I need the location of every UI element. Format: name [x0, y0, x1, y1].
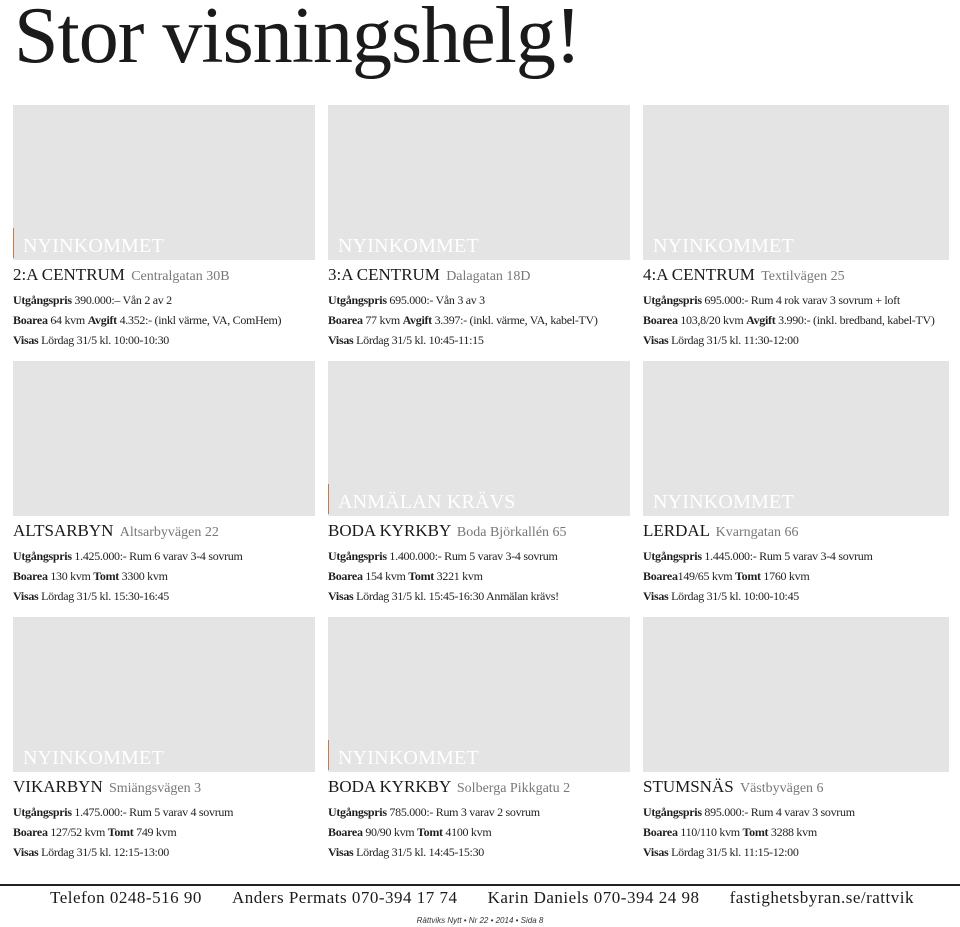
listing-street: Västbyvägen 6 — [739, 781, 824, 796]
boarea-value: 64 kvm — [47, 313, 88, 327]
viewing-label: Visas — [328, 333, 354, 347]
boarea-label: Boarea — [328, 569, 363, 583]
listing-info — [328, 521, 630, 606]
listing-area: BODA KYRKBY — [328, 777, 451, 796]
listing-area-size — [643, 822, 949, 842]
boarea-label: Boarea — [328, 313, 363, 327]
listing-area: 4:A CENTRUM — [643, 265, 755, 284]
viewing-label: Visas — [13, 589, 39, 603]
listing-street: Kvarngatan 66 — [715, 525, 799, 540]
viewing-label: Visas — [13, 845, 39, 859]
listing-badge: NYINKOMMET — [328, 744, 489, 772]
listing-price — [328, 802, 630, 822]
boarea-value: 77 kvm — [362, 313, 403, 327]
listings-grid — [13, 105, 949, 867]
viewing-value: Lördag 31/5 kl. 11:15-12:00 — [668, 845, 799, 859]
listing-price — [13, 290, 315, 310]
listing-viewing — [13, 586, 315, 606]
listing-info — [13, 777, 315, 862]
contact-karin: Karin Daniels 070-394 24 98 — [487, 888, 700, 907]
footer-rule — [0, 884, 960, 886]
price-label: Utgångspris — [328, 293, 387, 307]
listing-area: STUMSNÄS — [643, 777, 734, 796]
extra-label: Avgift — [402, 313, 432, 327]
price-value: 1.400.000:- Rum 5 varav 3-4 sovrum — [386, 549, 558, 563]
listing-info — [643, 777, 949, 862]
price-label: Utgångspris — [13, 293, 72, 307]
viewing-value: Lördag 31/5 kl. 10:00-10:45 — [668, 589, 799, 603]
listing-card[interactable] — [643, 617, 949, 867]
listing-photo — [643, 361, 949, 516]
extra-label: Tomt — [107, 825, 134, 839]
listing-address — [643, 265, 949, 287]
extra-label: Tomt — [93, 569, 119, 583]
listing-badge: ANMÄLAN KRÄVS — [328, 488, 526, 516]
listing-viewing — [328, 842, 630, 862]
listing-info — [643, 521, 949, 606]
listing-street: Smiängsvägen 3 — [108, 781, 202, 796]
listing-viewing — [328, 586, 630, 606]
price-label: Utgångspris — [643, 293, 702, 307]
listing-photo — [13, 105, 315, 260]
listing-price — [643, 802, 949, 822]
extra-label: Tomt — [408, 569, 434, 583]
boarea-label: Boarea — [13, 569, 48, 583]
listing-photo — [328, 105, 630, 260]
listing-viewing — [13, 842, 315, 862]
viewing-value: Lördag 31/5 kl. 10:00-10:30 — [38, 333, 169, 347]
listing-area: VIKARBYN — [13, 777, 103, 796]
listing-badge: NYINKOMMET — [23, 747, 164, 769]
boarea-label: Boarea — [13, 825, 48, 839]
listing-address — [328, 777, 630, 799]
listing-area-size — [13, 822, 315, 842]
listing-area-size — [643, 566, 949, 586]
listing-area-size — [328, 822, 630, 842]
price-label: Utgångspris — [643, 805, 702, 819]
listing-viewing — [643, 842, 949, 862]
viewing-value: Lördag 31/5 kl. 15:30-16:45 — [38, 589, 169, 603]
price-label: Utgångspris — [328, 805, 387, 819]
price-value: 1.445.000:- Rum 5 varav 3-4 sovrum — [701, 549, 873, 563]
viewing-value: Lördag 31/5 kl. 15:45-16:30 Anmälan krävs! — [353, 589, 559, 603]
listing-badge: NYINKOMMET — [653, 235, 794, 257]
listing-photo — [643, 105, 949, 260]
listing-photo — [328, 617, 630, 772]
listing-area: ALTSARBYN — [13, 521, 114, 540]
listing-address — [13, 777, 315, 799]
viewing-label: Visas — [643, 589, 669, 603]
listing-price — [328, 546, 630, 566]
extra-value: 3300 kvm — [118, 569, 168, 583]
listing-street: Altsarbyvägen 22 — [119, 525, 219, 540]
viewing-label: Visas — [643, 845, 669, 859]
extra-value: 3.990:- (inkl. bredband, kabel-TV) — [775, 313, 935, 327]
listing-viewing — [328, 330, 630, 350]
listing-info — [643, 265, 949, 350]
listing-street: Dalagatan 18D — [446, 269, 531, 284]
listing-card[interactable] — [643, 361, 949, 607]
contact-anders: Anders Permats 070-394 17 74 — [231, 888, 458, 907]
listing-price — [643, 290, 949, 310]
price-value: 695.000:- Vån 3 av 3 — [386, 293, 485, 307]
listing-info — [328, 265, 630, 350]
viewing-label: Visas — [328, 589, 354, 603]
listing-area-size — [13, 566, 315, 586]
boarea-label: Boarea — [643, 825, 678, 839]
price-value: 785.000:- Rum 3 varav 2 sovrum — [386, 805, 540, 819]
listing-card[interactable] — [328, 361, 630, 607]
listing-card[interactable] — [328, 105, 630, 351]
boarea-value: 127/52 kvm — [47, 825, 108, 839]
price-value: 1.425.000:- Rum 6 varav 3-4 sovrum — [71, 549, 243, 563]
listing-info — [328, 777, 630, 862]
listing-address — [13, 521, 315, 543]
price-value: 895.000:- Rum 4 varav 3 sovrum — [701, 805, 855, 819]
listing-address — [328, 521, 630, 543]
listing-card[interactable] — [328, 617, 630, 867]
extra-label: Avgift — [746, 313, 776, 327]
listing-street: Centralgatan 30B — [131, 269, 230, 284]
listing-area-size — [328, 566, 630, 586]
boarea-value: 149/65 kvm — [677, 569, 736, 583]
listing-price — [13, 546, 315, 566]
extra-label: Tomt — [742, 825, 769, 839]
boarea-value: 154 kvm — [362, 569, 409, 583]
listing-card[interactable] — [643, 105, 949, 351]
price-label: Utgångspris — [13, 805, 72, 819]
extra-value: 3288 kvm — [768, 825, 817, 839]
listing-area: LERDAL — [643, 521, 710, 540]
listing-viewing — [643, 586, 949, 606]
listing-photo — [328, 361, 630, 516]
listing-street: Boda Björkallén 65 — [456, 525, 567, 540]
listing-address — [643, 777, 949, 799]
listing-card[interactable] — [13, 617, 315, 867]
price-value: 695.000:- Rum 4 rok varav 3 sovrum + loft — [701, 293, 900, 307]
viewing-value: Lördag 31/5 kl. 12:15-13:00 — [38, 845, 169, 859]
boarea-label: Boarea — [328, 825, 363, 839]
extra-value: 4100 kvm — [442, 825, 492, 839]
listing-address — [328, 265, 630, 287]
boarea-value: 130 kvm — [47, 569, 94, 583]
listing-viewing — [643, 330, 949, 350]
contact-website[interactable]: fastighetsbyran.se/rattvik — [729, 888, 914, 907]
listing-area: BODA KYRKBY — [328, 521, 451, 540]
listing-area-size — [328, 310, 630, 330]
listing-badge: NYINKOMMET — [13, 232, 174, 260]
listing-price — [328, 290, 630, 310]
listing-price — [643, 546, 949, 566]
extra-label: Tomt — [735, 569, 761, 583]
listing-price — [13, 802, 315, 822]
listing-info — [13, 265, 315, 350]
listing-address — [13, 265, 315, 287]
listing-area: 3:A CENTRUM — [328, 265, 440, 284]
page-headline: Stor visningshelg! — [14, 0, 581, 80]
boarea-label: Boarea — [643, 569, 678, 583]
listing-viewing — [13, 330, 315, 350]
listing-address — [643, 521, 949, 543]
extra-label: Tomt — [417, 825, 443, 839]
contact-phone: Telefon 0248-516 90 — [50, 888, 202, 907]
listing-card[interactable] — [13, 361, 315, 607]
listing-badge: NYINKOMMET — [653, 491, 794, 513]
page-footer: Rättviks Nytt • Nr 22 • 2014 • Sida 8 — [416, 916, 544, 925]
extra-value: 749 kvm — [133, 825, 177, 839]
boarea-value: 110/110 kvm — [677, 825, 743, 839]
extra-label: Avgift — [87, 313, 117, 327]
listing-area-size — [13, 310, 315, 330]
viewing-value: Lördag 31/5 kl. 10:45-11:15 — [353, 333, 484, 347]
boarea-label: Boarea — [643, 313, 678, 327]
price-value: 1.475.000:- Rum 5 varav 4 sovrum — [71, 805, 234, 819]
boarea-value: 103,8/20 kvm — [677, 313, 747, 327]
viewing-label: Visas — [13, 333, 39, 347]
listing-card[interactable] — [13, 105, 315, 351]
listing-street: Solberga Pikkgatu 2 — [456, 781, 571, 796]
viewing-label: Visas — [328, 845, 354, 859]
extra-value: 4.352:- (inkl värme, VA, ComHem) — [116, 313, 282, 327]
viewing-label: Visas — [643, 333, 669, 347]
contact-bar — [0, 888, 960, 908]
boarea-value: 90/90 kvm — [362, 825, 418, 839]
extra-value: 1760 kvm — [760, 569, 810, 583]
price-value: 390.000:– Vån 2 av 2 — [71, 293, 172, 307]
listing-photo — [643, 617, 949, 772]
price-label: Utgångspris — [643, 549, 702, 563]
viewing-value: Lördag 31/5 kl. 11:30-12:00 — [668, 333, 799, 347]
listing-photo — [13, 361, 315, 516]
listing-badge: NYINKOMMET — [338, 235, 479, 257]
boarea-label: Boarea — [13, 313, 48, 327]
listing-street: Textilvägen 25 — [761, 269, 845, 284]
extra-value: 3.397:- (inkl. värme, VA, kabel-TV) — [431, 313, 598, 327]
listing-area-size — [643, 310, 949, 330]
viewing-value: Lördag 31/5 kl. 14:45-15:30 — [353, 845, 484, 859]
extra-value: 3221 kvm — [433, 569, 483, 583]
price-label: Utgångspris — [328, 549, 387, 563]
listing-info — [13, 521, 315, 606]
listing-area: 2:A CENTRUM — [13, 265, 125, 284]
listing-photo — [13, 617, 315, 772]
price-label: Utgångspris — [13, 549, 72, 563]
